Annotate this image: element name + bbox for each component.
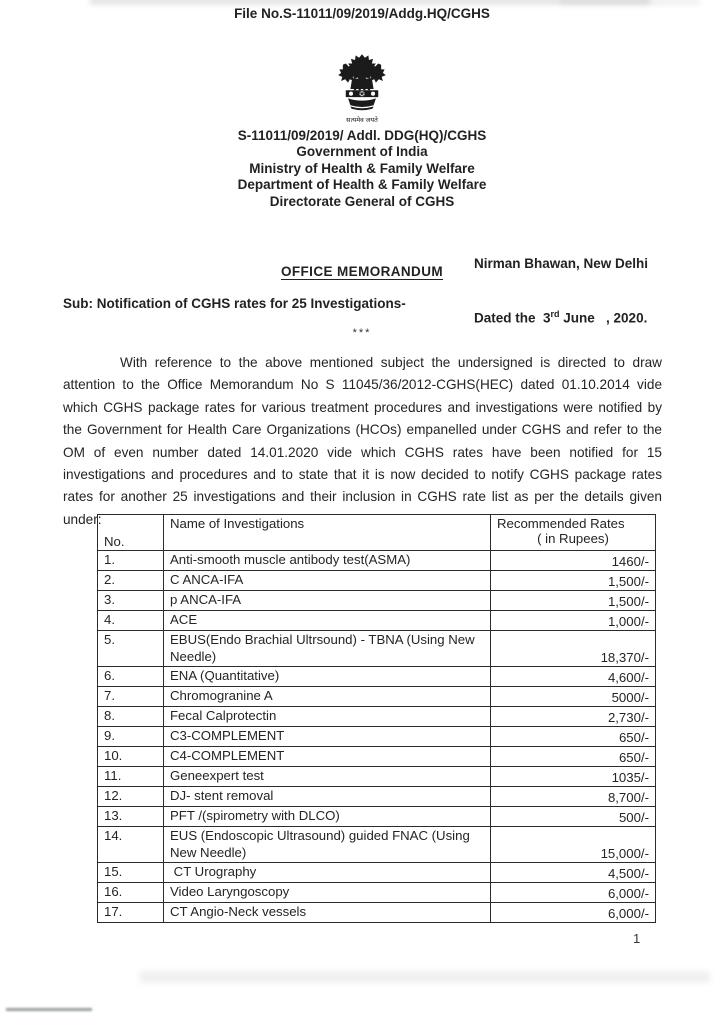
dateline-place: Nirman Bhawan, New Delhi [474,256,649,271]
row-number: 2. [98,571,164,591]
row-rate: 650/- [491,747,656,767]
row-rate: 650/- [491,727,656,747]
row-rate: 500/- [491,807,656,827]
row-number: 8. [98,707,164,727]
scan-artifact-top [90,0,650,4]
header-rate: Recommended Rates ( in Rupees) [491,515,656,551]
memo-subject: Sub: Notification of CGHS rates for 25 Investigations- [63,296,406,311]
row-rate: 2,730/- [491,707,656,727]
row-rate: 6,000/- [491,883,656,903]
row-rate: 18,370/- [491,631,656,667]
row-number: 10. [98,747,164,767]
row-investigation-name: Geneexpert test [164,767,491,787]
letterhead-reference: S-11011/09/2019/ Addl. DDG(HQ)/CGHS [237,128,487,143]
page-number: 1 [633,931,641,946]
row-number: 14. [98,827,164,863]
row-investigation-name: EBUS(Endo Brachial Ultrsound) - TBNA (Using New Needle) [164,631,491,667]
row-number: 5. [98,631,164,667]
table-row [98,571,656,591]
row-rate: 1,500/- [491,571,656,591]
row-rate: 15,000/- [491,827,656,863]
scan-artifact-bottom-left [6,1008,92,1011]
memo-body: With reference to the above mentioned subject the undersigned is directed to draw attention to the Office Memorandum No S 11045/36/2012-CGHS(HEC) dated 01.10.2014 vide which CGHS package rates for various treatment procedures and investigations were notified by the Government for Health Care Organizations (HCOs) empanelled under CGHS and refer to the OM of even number dated 14.01.2020 vide which CGHS rates have been notified for 15 investigations and procedures and to state that it is now decided to notify CGHS package rates rates for another 25 investigations and their inclusion in CGHS rate list as per the details given under: [63,355,662,527]
table-row [98,903,656,923]
table-row [98,827,656,863]
table-row [98,611,656,631]
row-rate: 1,500/- [491,591,656,611]
scan-artifact-top-right [560,0,700,4]
table-row [98,883,656,903]
letterhead-line-govt: Government of India [296,144,428,160]
row-investigation-name: ACE [164,611,491,631]
table-row [98,767,656,787]
row-number: 9. [98,727,164,747]
row-investigation-name: Anti-smooth muscle antibody test(ASMA) [164,551,491,571]
row-rate: 4,600/- [491,667,656,687]
scan-artifact-bottom [140,971,710,983]
row-investigation-name: Chromogranine A [164,687,491,707]
row-number: 16. [98,883,164,903]
row-investigation-name: PFT /(spirometry with DLCO) [164,807,491,827]
row-investigation-name: CT Angio-Neck vessels [164,903,491,923]
row-investigation-name: CT Urography [164,863,491,883]
row-number: 17. [98,903,164,923]
row-rate: 4,500/- [491,863,656,883]
row-number: 15. [98,863,164,883]
table-row [98,667,656,687]
table-row [98,807,656,827]
header-name: Name of Investigations [164,515,491,551]
row-investigation-name: DJ- stent removal [164,787,491,807]
row-number: 1. [98,551,164,571]
table-row [98,551,656,571]
memo-title: OFFICE MEMORANDUM [280,264,444,279]
india-national-emblem-icon [307,53,417,117]
file-number: File No.S-11011/09/2019/Addg.HQ/CGHS [234,6,490,21]
separator-stars: *** [352,327,372,339]
row-number: 3. [98,591,164,611]
row-investigation-name: ENA (Quantitative) [164,667,491,687]
letterhead [0,128,724,210]
row-investigation-name: C3-COMPLEMENT [164,727,491,747]
rates-table [97,514,656,923]
row-number: 6. [98,667,164,687]
header-no: No. [98,515,164,551]
row-number: 12. [98,787,164,807]
row-investigation-name: Video Laryngoscopy [164,883,491,903]
table-row [98,591,656,611]
table-row [98,707,656,727]
table-row [98,727,656,747]
table-row [98,747,656,767]
row-number: 7. [98,687,164,707]
row-number: 11. [98,767,164,787]
letterhead-line-ministry: Ministry of Health & Family Welfare [249,160,475,176]
table-row [98,631,656,667]
row-number: 13. [98,807,164,827]
emblem-block [307,53,417,124]
row-rate: 8,700/- [491,787,656,807]
table-row [98,687,656,707]
row-rate: 1460/- [491,551,656,571]
row-rate: 6,000/- [491,903,656,923]
row-investigation-name: Fecal Calprotectin [164,707,491,727]
table-row [98,863,656,883]
row-rate: 1035/- [491,767,656,787]
row-rate: 1,000/- [491,611,656,631]
letterhead-line-department: Department of Health & Family Welfare [237,177,487,193]
row-number: 4. [98,611,164,631]
letterhead-line-directorate: Directorate General of CGHS [269,193,455,209]
table-header-row [98,515,656,551]
row-investigation-name: EUS (Endoscopic Ultrasound) guided FNAC (Using New Needle) [164,827,491,863]
row-investigation-name: p ANCA-IFA [164,591,491,611]
row-investigation-name: C4-COMPLEMENT [164,747,491,767]
table-row [98,787,656,807]
dateline-date: Dated the 3rd June , 2020. [474,309,648,326]
date-ordinal: rd [550,309,560,319]
row-investigation-name: C ANCA-IFA [164,571,491,591]
emblem-motto: सत्यमेव जयते [346,117,378,124]
row-rate: 5000/- [491,687,656,707]
dateline [474,221,648,344]
